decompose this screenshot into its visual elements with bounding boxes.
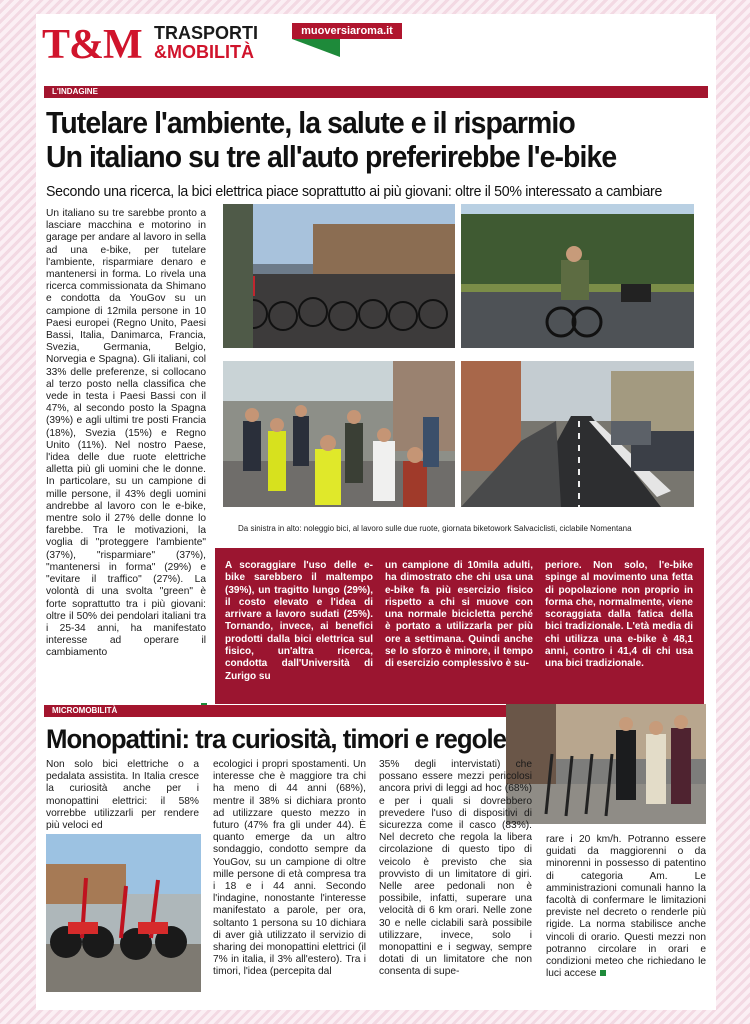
photo-caption: Da sinistra in alto: noleggio bici, al lavoro sulle due ruote, giornata biketowork Salvaciclisti, ciclabile Nomentana — [238, 524, 632, 533]
article2-col-1: Non solo bici elettriche o a pedalata assistita. In Italia cresce la curiosità anche per i monopattini elettrici: il 58% vorrebbe utilizzarli per rendere più veloci ed — [46, 759, 199, 832]
logo-line-1: TRASPORTI — [154, 23, 259, 43]
section-label-2: MICROMOBILITÀ — [52, 706, 118, 715]
article1-text: Un italiano su tre sarebbe pronto a lasciare macchina e motorino in garage per andare al lavoro in sella ad una e-bike, per tutelare l'ambiente, risparmiare denaro e mantenersi in forma. Lo rivela una ricerca commissionata da Shimano e condotta da YouGov su un campione di 12mila persone in 10 Paesi europei (Regno Unito, Paesi Bassi, Italia, Danimarca, Francia, Svezia, Germania, Belgio, Norvegia e Spagna). Gli italiani, col 33% delle preferenze, si collocano al terzo posto nella classifica che vede in testa i Paesi Bassi con il 47%, al secondo posto la Spagna (39%) e agli ultimi tre posti Francia (18%), Svezia (15%) e Regno Unito (11%). Nel nostro Paese, l'idea delle due ruote elettriche alletta più gli uomini che le donne. In particolare, su un campione di mille persone, il 43% degli uomini andrebbe al lavoro con le e-bike, mentre solo il 27% delle donne lo farebbe. Tra le motivazioni, la voglia di "proteggere l'ambiente" (37%), "risparmiare" (37%), "mantenersi in forma" (29%) e "evitare il traffico" (27%). La volontà di una svolta "green" è forte soprattutto tra i più giovani: oltre il 50% dei pendolari italiani tra i 25-34 anni, ha manifestato interesse ad operare il cambiamento — [46, 208, 206, 659]
infobox-col-1: A scoraggiare l'uso delle e-bike sarebbero il maltempo (39%), un tragitto lungo (29%), il costo elevato e l'idea di arrivare a lavoro sudati (25%). Tornando, invece, ai benefici prodotti dalla bici elettrica sul fisico, un'altra ricerca, condotta dall'Università di Zurigo su — [225, 560, 373, 682]
red-infobox — [215, 548, 704, 704]
infobox-col-2: un campione di 10mila adulti, ha dimostrato che chi usa una e-bike fa più esercizio fisico rispetto a chi si muove con una normale bicicletta perché è portato a utilizzarla per più ore a settimana. Quindi anche se lo sforzo è minore, il tempo di esercizio complessivo è su- — [385, 560, 533, 670]
article2-col-4-text: rare i 20 km/h. Potranno essere guidati da maggiorenni o da minorenni in possesso di patentino di categoria Am. Le amministrazioni comunali hanno la facoltà di confermare le limitazioni previste nel decreto o renderle più rigide. La norma stabilisce anche vincoli di orario. Questi mezzi non potranno circolare in orari e condizioni meteo che richiedano le luci accese — [546, 834, 706, 980]
photo-segway — [46, 834, 201, 992]
photo-scooter-riders — [506, 704, 706, 824]
infobox-col-3: periore. Non solo, l'e-bike spinge al movimento una fetta di popolazione non proprio in forma che, normalmente, viene scoraggiata dalla fatica della bici tradizionale. L'età media di chi utilizza una e-bike è 48,1 anni, contro i 41,4 di chi usa una bici tradizionale. — [545, 560, 693, 670]
newspaper-page — [36, 14, 716, 1010]
logo-mark: T&M — [42, 22, 142, 68]
headline-monopattini: Monopattini: tra curiosità, timori e regole — [46, 724, 507, 754]
article1-body — [46, 208, 206, 708]
subheadline: Secondo una ricerca, la bici elettrica piace soprattutto ai più giovani: oltre il 50% interessato a cambiare — [46, 184, 663, 200]
headline-line-1: Tutelare l'ambiente, la salute e il risparmio — [46, 105, 575, 140]
article2-col-3: 35% degli intervistati) che possano essere mezzi pericolosi ancora privi di leggi ad hoc (68%) e per i quali si dovrebbero prevedere l'uso di dispositivi di sicurezza come il casco (83%). Nel decreto che regola la libera circolazione di questo tipo di veicolo è previsto che sia provvisto di un limitatore di giri. Nelle aree pedonali non è possibile, infatti, superare una velocità di 6 km orari. Nelle zone 30 e nelle ciclabili sarà possibile utilizzare, invece, solo i monopattini e i segway, sempre dotati di un limitatore che non consenta di supe- — [379, 759, 532, 978]
section-bar-indagine — [44, 86, 708, 98]
headline-line-2: Un italiano su tre all'auto preferirebbe l'e-bike — [46, 139, 617, 174]
green-flag-icon — [292, 39, 340, 57]
logo-line-2: &MOBILITÀ — [154, 42, 254, 62]
section-bar-micromobilita — [44, 705, 506, 717]
end-mark-icon-2 — [600, 970, 606, 976]
article2-col-4 — [546, 834, 706, 1004]
photo-bike-rental — [223, 204, 455, 348]
article2-col-2: ecologici i propri spostamenti. Un interesse che è maggiore tra chi ha meno di 44 anni (68%), mentre il 38% si dichiara pronto ad utilizzare questo mezzo in futuro (47% fra gli under 44). È quanto emerge da un altro sondaggio, condotto sempre da YouGov, su un campione di oltre mille persone di età compresa tra i 18 e i 44 anni. Secondo l'indagine, nonostante l'interesse manifestato a parole, per ora, soltanto 1 persona su 10 dichiara di aver già utilizzato il servizio di sharing dei monopattini elettrici (il 7% in italia, il 3% all'estero). Tra i timori, l'idea (percepita dal — [213, 759, 366, 978]
photo-nomentana-bike-lane — [461, 361, 694, 507]
site-url[interactable]: muoversiaroma.it — [292, 23, 402, 39]
photo-cyclist — [461, 204, 694, 348]
photo-biketowork-day — [223, 361, 455, 507]
section-label: L'INDAGINE — [52, 87, 98, 96]
